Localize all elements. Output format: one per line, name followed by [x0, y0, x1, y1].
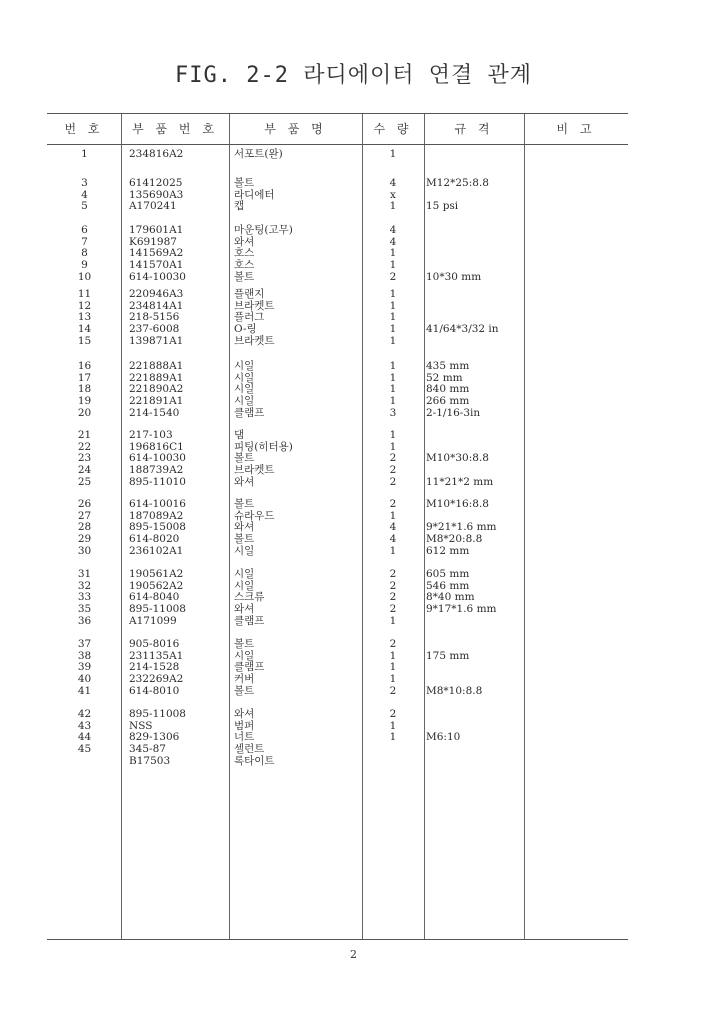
specification: M8*20:8.8	[426, 533, 483, 546]
quantity: 1	[389, 371, 397, 384]
part-name: 캡	[234, 200, 245, 213]
part-name: 와셔	[234, 603, 255, 616]
item-number: 9	[81, 259, 88, 272]
part-name: 와셔	[234, 475, 255, 488]
quantity: 2	[389, 270, 397, 283]
table-row	[47, 546, 628, 558]
row-group	[47, 430, 628, 488]
part-number: 221889A1	[129, 371, 184, 384]
row-group	[47, 639, 628, 697]
part-number: 234816A2	[129, 148, 184, 160]
part-name: 마운팅(고무)	[234, 224, 293, 236]
part-number: 614-8040	[129, 591, 180, 604]
quantity: 1	[389, 259, 397, 272]
part-number: 895-11008	[129, 708, 186, 720]
item-number: 26	[77, 498, 92, 510]
part-number: 231135A1	[129, 649, 184, 662]
table-row	[47, 477, 628, 489]
row-group	[47, 178, 628, 213]
part-number: 187089A2	[129, 509, 184, 522]
item-number: 35	[77, 603, 92, 616]
quantity: 2	[389, 568, 397, 580]
part-number: 895-15008	[129, 521, 186, 534]
item-number: 42	[77, 708, 92, 720]
table-row	[47, 149, 628, 161]
item-number: 28	[77, 521, 92, 534]
quantity: 1	[389, 311, 397, 324]
quantity: 2	[389, 464, 397, 477]
specification: M8*10:8.8	[426, 684, 483, 697]
specification: M12*25:8.8	[426, 177, 489, 189]
header-spec: 규 격	[454, 122, 494, 136]
part-name: 브라켓트	[234, 334, 275, 347]
quantity: 2	[389, 638, 397, 650]
item-number: 43	[77, 719, 92, 732]
quantity: 1	[389, 719, 397, 732]
table-row	[47, 569, 628, 581]
row-group	[47, 709, 628, 767]
part-number: 221891A1	[129, 395, 184, 408]
item-number: 13	[77, 311, 92, 324]
item-number: 37	[77, 638, 92, 650]
table-row	[47, 534, 628, 546]
part-name: O-링	[234, 323, 257, 336]
table-row	[47, 604, 628, 616]
part-name: 시일	[234, 383, 255, 396]
part-number: 190562A2	[129, 579, 184, 592]
quantity: 1	[389, 649, 397, 662]
part-number: 221888A1	[129, 360, 184, 372]
specification: 52 mm	[426, 371, 463, 384]
quantity: 2	[389, 579, 397, 592]
item-number: 11	[77, 288, 92, 300]
part-number: 196816C1	[129, 440, 184, 453]
quantity: 2	[389, 708, 397, 720]
quantity: 4	[389, 533, 397, 546]
specification: 41/64*3/32 in	[426, 323, 499, 336]
quantity: 1	[389, 383, 397, 396]
part-name: 시일	[234, 544, 255, 557]
part-name: 볼트	[234, 684, 255, 697]
part-number: 905-8016	[129, 638, 180, 650]
part-number: 218-5156	[129, 311, 180, 324]
part-name: 슈라우드	[234, 509, 275, 522]
part-name: 클램프	[234, 406, 265, 419]
part-number: 139871A1	[129, 334, 184, 347]
part-name: 볼트	[234, 533, 255, 546]
part-name: 브라켓트	[234, 299, 275, 312]
table-row	[47, 430, 628, 442]
header-part-number: 부 품 번 호	[132, 122, 218, 136]
table-row	[47, 499, 628, 511]
part-name: 스크류	[234, 591, 265, 604]
part-number: 345-87	[129, 743, 166, 756]
specification: 435 mm	[426, 360, 470, 372]
item-number: 10	[77, 270, 92, 283]
specification: 612 mm	[426, 544, 470, 557]
part-name: 커버	[234, 673, 255, 686]
table-row	[47, 674, 628, 686]
specification: M10*30:8.8	[426, 452, 489, 465]
header-part-name: 부 품 명	[264, 122, 327, 136]
part-number: 614-8020	[129, 533, 180, 546]
item-number: 8	[81, 247, 88, 260]
item-number: 31	[77, 568, 92, 580]
part-number: 232269A2	[129, 673, 184, 686]
header-quantity: 수 량	[373, 122, 413, 136]
item-number: 36	[77, 614, 92, 627]
part-name: 피팅(히터용)	[234, 440, 293, 453]
part-number: 214-1528	[129, 661, 180, 674]
table-row	[47, 616, 628, 628]
specification: 266 mm	[426, 395, 470, 408]
quantity: 4	[389, 235, 397, 248]
parts-table	[47, 113, 628, 940]
quantity: 1	[389, 247, 397, 260]
item-number: 25	[77, 475, 92, 488]
part-number: 614-8010	[129, 684, 180, 697]
item-number: 14	[77, 323, 92, 336]
part-name: 서포트(완)	[234, 148, 283, 160]
item-number: 23	[77, 452, 92, 465]
row-group	[47, 569, 628, 627]
part-name: 셀런트	[234, 743, 265, 756]
specification: 9*21*1.6 mm	[426, 521, 497, 534]
quantity: 2	[389, 475, 397, 488]
quantity: 1	[389, 299, 397, 312]
item-number: 15	[77, 334, 92, 347]
part-number: NSS	[129, 719, 153, 732]
quantity: 2	[389, 603, 397, 616]
part-number: 188739A2	[129, 464, 184, 477]
row-group	[47, 225, 628, 283]
part-name: 클램프	[234, 661, 265, 674]
quantity: 1	[389, 200, 397, 213]
table-row	[47, 201, 628, 213]
quantity: 1	[389, 614, 397, 627]
quantity: 1	[389, 509, 397, 522]
part-number: 214-1540	[129, 406, 180, 419]
part-name: 플러그	[234, 311, 265, 324]
table-row	[47, 709, 628, 721]
quantity: 1	[389, 661, 397, 674]
part-number: 141570A1	[129, 259, 184, 272]
item-number: 22	[77, 440, 92, 453]
quantity: 4	[389, 177, 397, 189]
page-number: 2	[350, 948, 357, 961]
quantity: 2	[389, 684, 397, 697]
header-remarks: 비 고	[556, 122, 596, 136]
item-number: 40	[77, 673, 92, 686]
part-number: 614-10030	[129, 270, 186, 283]
table-row	[47, 178, 628, 190]
specification: 2-1/16-3in	[426, 406, 481, 419]
specification: 11*21*2 mm	[426, 475, 494, 488]
table-row	[47, 260, 628, 272]
part-name: 와셔	[234, 235, 255, 248]
part-number: B17503	[129, 754, 171, 767]
table-row	[47, 639, 628, 651]
part-number: 614-10016	[129, 498, 186, 510]
item-number: 20	[77, 406, 92, 419]
part-name: 시일	[234, 360, 255, 372]
table-row	[47, 289, 628, 301]
item-number: 45	[77, 743, 92, 756]
table-row	[47, 756, 628, 768]
part-name: 볼트	[234, 452, 255, 465]
item-number: 30	[77, 544, 92, 557]
table-row	[47, 336, 628, 348]
item-number: 17	[77, 371, 92, 384]
quantity: 2	[389, 452, 397, 465]
part-name: 록타이트	[234, 754, 275, 767]
part-name: 플랜지	[234, 288, 265, 300]
part-name: 볼트	[234, 638, 255, 650]
part-name: 시일	[234, 371, 255, 384]
part-name: 시일	[234, 649, 255, 662]
item-number: 38	[77, 649, 92, 662]
quantity: 1	[389, 323, 397, 336]
specification: 605 mm	[426, 568, 470, 580]
item-number: 27	[77, 509, 92, 522]
quantity: 1	[389, 544, 397, 557]
quantity: 4	[389, 521, 397, 534]
item-number: 21	[77, 429, 92, 441]
specification: M10*16:8.8	[426, 498, 489, 510]
specification: 10*30 mm	[426, 270, 482, 283]
part-number: A170241	[129, 200, 177, 213]
part-name: 시일	[234, 579, 255, 592]
specification: 175 mm	[426, 649, 470, 662]
item-number: 19	[77, 395, 92, 408]
part-name: 클램프	[234, 614, 265, 627]
part-number: 135690A3	[129, 188, 184, 201]
part-name: 와셔	[234, 708, 255, 720]
part-name: 와셔	[234, 521, 255, 534]
part-number: 829-1306	[129, 731, 180, 744]
specification: 15 psi	[426, 200, 459, 213]
item-number: 6	[81, 224, 88, 236]
page-title: FIG. 2-2 라디에이터 연결 관계	[175, 63, 532, 88]
part-name: 너트	[234, 731, 255, 744]
part-name: 볼트	[234, 270, 255, 283]
item-number: 39	[77, 661, 92, 674]
quantity: 1	[389, 334, 397, 347]
table-row	[47, 324, 628, 336]
quantity: x	[390, 188, 396, 201]
part-number: 614-10030	[129, 452, 186, 465]
quantity: 1	[389, 360, 397, 372]
part-name: 호스	[234, 259, 255, 272]
part-name: 라디에터	[234, 188, 275, 201]
specification: 840 mm	[426, 383, 470, 396]
part-number: A171099	[129, 614, 177, 627]
specification: 546 mm	[426, 579, 470, 592]
item-number: 1	[81, 148, 88, 160]
part-number: 234814A1	[129, 299, 184, 312]
item-number: 33	[77, 591, 92, 604]
item-number: 32	[77, 579, 92, 592]
part-number: 895-11008	[129, 603, 186, 616]
part-number: 221890A2	[129, 383, 184, 396]
table-row	[47, 225, 628, 237]
item-number: 16	[77, 360, 92, 372]
quantity: 1	[389, 288, 397, 300]
part-name: 시일	[234, 568, 255, 580]
part-name: 댐	[234, 429, 245, 441]
part-number: 236102A1	[129, 544, 184, 557]
part-name: 호스	[234, 247, 255, 260]
quantity: 2	[389, 498, 397, 510]
item-number: 5	[81, 200, 88, 213]
part-name: 볼트	[234, 177, 255, 189]
specification: M6:10	[426, 731, 461, 744]
part-name: 시일	[234, 395, 255, 408]
item-number: 12	[77, 299, 92, 312]
part-name: 볼트	[234, 498, 255, 510]
quantity: 1	[389, 731, 397, 744]
quantity: 1	[389, 148, 397, 160]
part-number: 61412025	[129, 177, 183, 189]
table-row	[47, 465, 628, 477]
quantity: 1	[389, 429, 397, 441]
part-number: 190561A2	[129, 568, 184, 580]
quantity: 3	[389, 406, 397, 419]
specification: 9*17*1.6 mm	[426, 603, 497, 616]
part-number: 237-6008	[129, 323, 180, 336]
part-name: 범퍼	[234, 719, 255, 732]
row-group	[47, 289, 628, 347]
row-group	[47, 361, 628, 419]
part-number: 179601A1	[129, 224, 184, 236]
item-number: 18	[77, 383, 92, 396]
row-group	[47, 149, 628, 161]
table-row	[47, 408, 628, 420]
quantity: 1	[389, 440, 397, 453]
part-number: 220946A3	[129, 288, 184, 300]
header-no: 번 호	[64, 122, 104, 136]
part-number: 217-103	[129, 429, 173, 441]
part-number: 895-11010	[129, 475, 186, 488]
row-group	[47, 499, 628, 557]
table-row	[47, 396, 628, 408]
table-row	[47, 686, 628, 698]
table-row	[47, 744, 628, 756]
quantity: 1	[389, 673, 397, 686]
item-number: 44	[77, 731, 92, 744]
quantity: 1	[389, 395, 397, 408]
quantity: 4	[389, 224, 397, 236]
item-number: 7	[81, 235, 88, 248]
table-row	[47, 361, 628, 373]
item-number: 4	[81, 188, 88, 201]
specification: 8*40 mm	[426, 591, 475, 604]
table-row	[47, 272, 628, 284]
part-name: 브라켓트	[234, 464, 275, 477]
item-number: 24	[77, 464, 92, 477]
part-number: K691987	[129, 235, 177, 248]
item-number: 41	[77, 684, 92, 697]
item-number: 29	[77, 533, 92, 546]
part-number: 141569A2	[129, 247, 184, 260]
table-header	[47, 114, 628, 145]
quantity: 2	[389, 591, 397, 604]
item-number: 3	[81, 177, 88, 189]
